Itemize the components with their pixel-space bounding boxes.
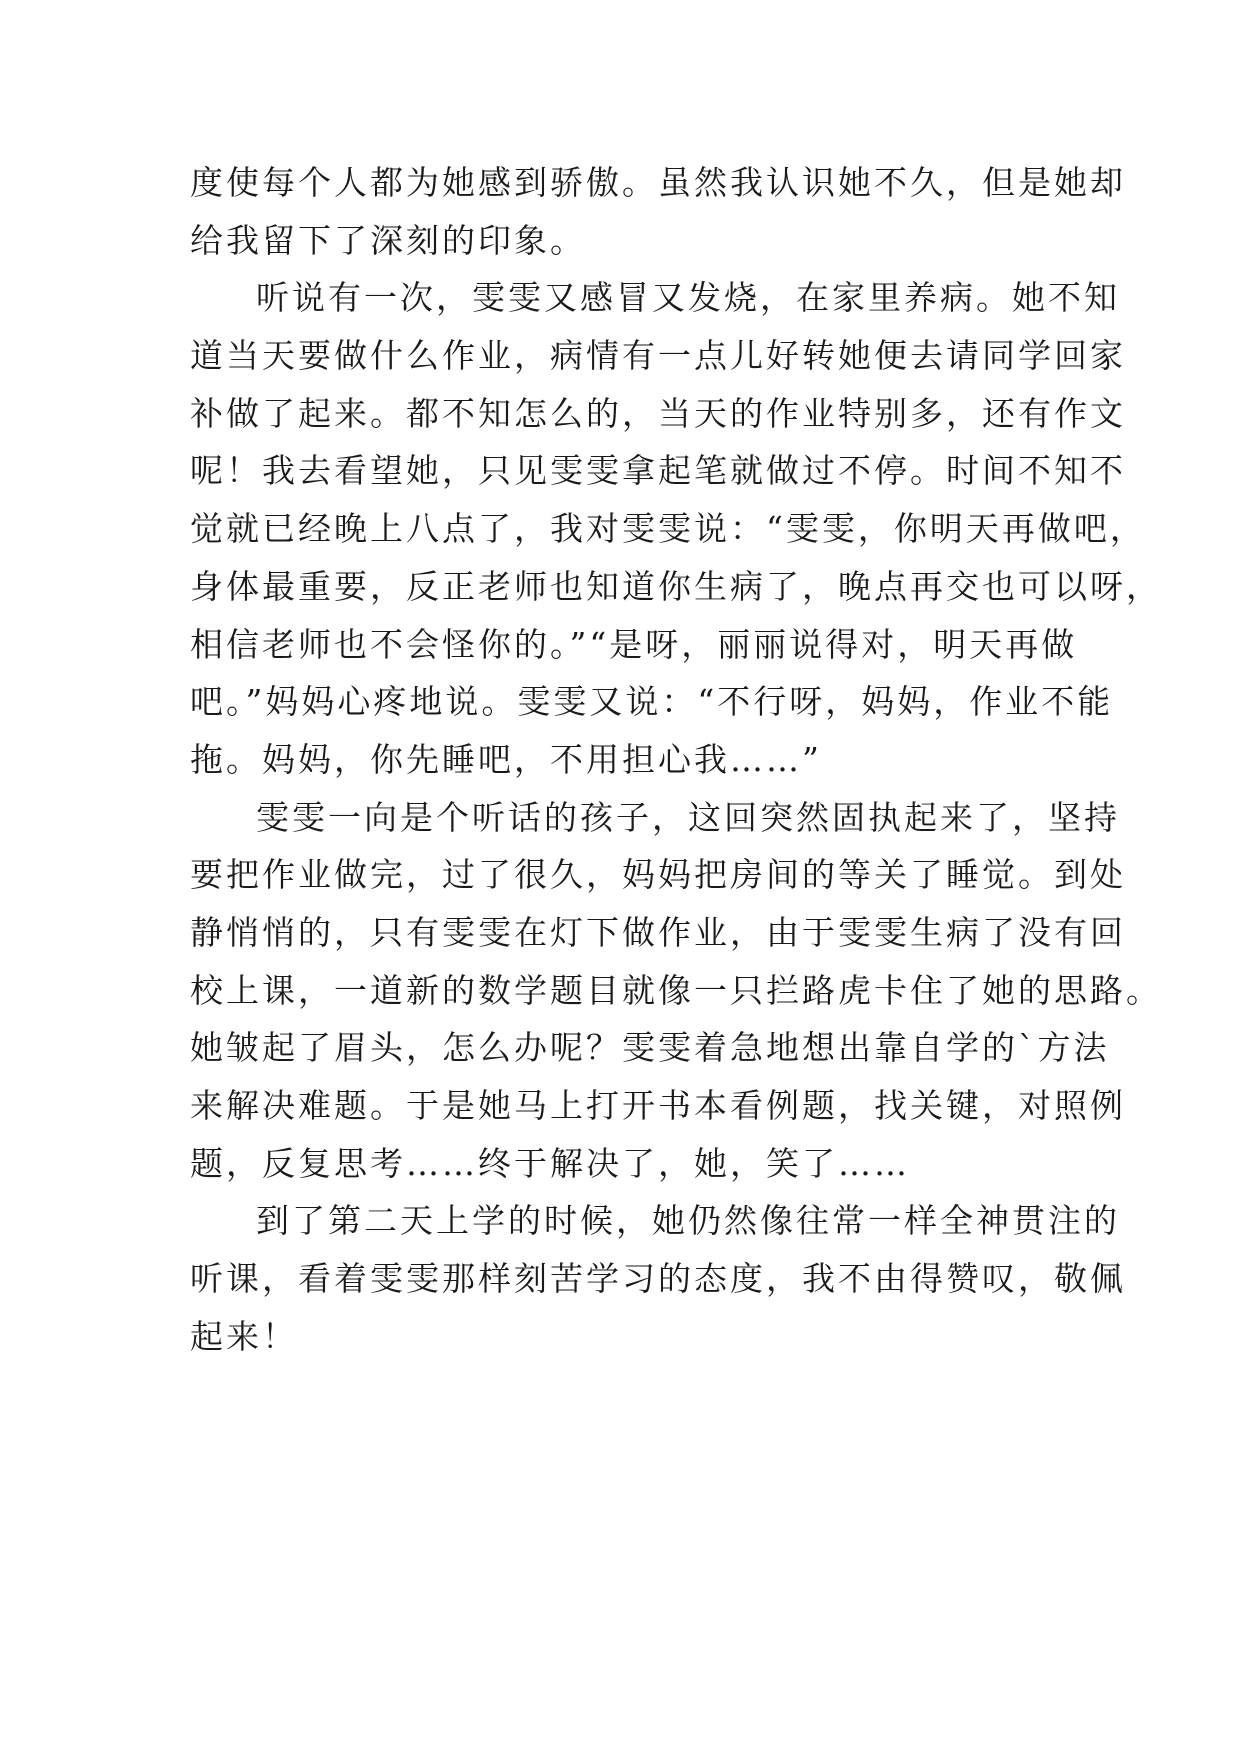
text-line: 吧。”妈妈心疼地说。雯雯又说：“不行呀，妈妈，作业不能 xyxy=(190,682,1114,722)
text-line: 起来！ xyxy=(190,1316,298,1356)
text-line: 补做了起来。都不知怎么的，当天的作业特别多，还有作文 xyxy=(190,393,1126,433)
text-line: 身体最重要，反正老师也知道你生病了，晚点再交也可以呀， xyxy=(190,566,1162,606)
text-line: 道当天要做什么作业，病情有一点儿好转她便去请同学回家 xyxy=(190,336,1126,376)
text-line: 给我留下了深刻的印象。 xyxy=(190,220,586,260)
text-line: 呢！我去看望她，只见雯雯拿起笔就做过不停。时间不知不 xyxy=(190,451,1126,491)
text-line: 相信老师也不会怪你的。”“是呀，丽丽说得对，明天再做 xyxy=(190,624,1078,664)
essay-text xyxy=(190,154,1162,1365)
text-line: 题，反复思考……终于解决了，她，笑了…… xyxy=(190,1143,910,1183)
text-line: 觉就已经晚上八点了，我对雯雯说：“雯雯，你明天再做吧， xyxy=(190,509,1146,549)
text-line: 她皱起了眉头，怎么办呢？雯雯着急地想出靠自学的`方法 xyxy=(190,1028,1110,1068)
text-line: 静悄悄的，只有雯雯在灯下做作业，由于雯雯生病了没有回 xyxy=(190,912,1126,952)
text-line: 校上课，一道新的数学题目就像一只拦路虎卡住了她的思路。 xyxy=(190,970,1162,1010)
text-line: 听说有一次，雯雯又感冒又发烧，在家里养病。她不知 xyxy=(256,278,1120,318)
text-line: 到了第二天上学的时候，她仍然像往常一样全神贯注的 xyxy=(256,1201,1120,1241)
text-line: 度使每个人都为她感到骄傲。虽然我认识她不久，但是她却 xyxy=(190,163,1126,202)
text-line: 要把作业做完，过了很久，妈妈把房间的等关了睡觉。到处 xyxy=(190,855,1126,895)
text-line: 拖。妈妈，你先睡吧，不用担心我……” xyxy=(190,739,822,779)
text-line: 来解决难题。于是她马上打开书本看例题，找关键，对照例 xyxy=(190,1086,1126,1125)
text-line: 雯雯一向是个听话的孩子，这回突然固执起来了，坚持 xyxy=(256,797,1120,837)
text-line: 听课，看着雯雯那样刻苦学习的态度，我不由得赞叹，敬佩 xyxy=(190,1259,1126,1299)
